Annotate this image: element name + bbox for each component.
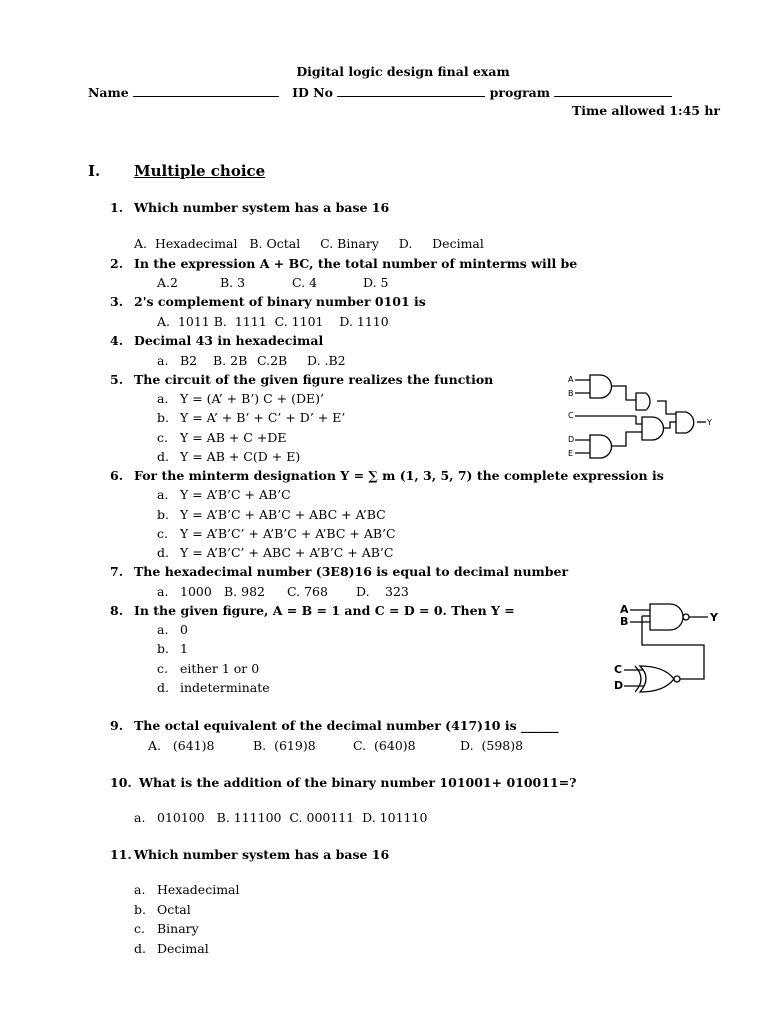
question-number: 9. xyxy=(110,718,124,733)
question-text: Decimal 43 in hexadecimal xyxy=(134,333,324,348)
option: Y = A’B’C + AB’C + ABC + A’BC xyxy=(180,507,386,522)
question-text: In the expression A + BC, the total number of minterms will be xyxy=(134,256,578,271)
id-label: ID No xyxy=(292,85,333,100)
option-letter: b. xyxy=(157,410,169,425)
option-letter: d. xyxy=(134,941,146,956)
option: A.2 xyxy=(157,275,178,290)
question-text: For the minterm designation Y = ∑ m (1, 3, 5, 7) the complete expression is xyxy=(134,468,664,483)
option: Y = A’B’C’ + ABC + A’B’C + AB’C xyxy=(180,545,394,560)
question-options: A. Hexadecimal B. Octal C. Binary D. Decimal xyxy=(134,236,484,251)
option-letter: a. xyxy=(157,353,169,368)
question-text: Which number system has a base 16 xyxy=(134,847,390,862)
question-text: What is the addition of the binary number 101001+ 010011=? xyxy=(139,775,577,790)
question-number: 10. xyxy=(110,775,132,790)
option: C. 4 xyxy=(292,275,318,290)
fig2-label-y: Y xyxy=(710,611,718,624)
question-number: 5. xyxy=(110,372,124,387)
option-letter: a. xyxy=(157,487,169,502)
option: D. xyxy=(356,584,370,599)
question-text: Which number system has a base 16 xyxy=(134,200,390,215)
question-number: 11. xyxy=(110,847,132,862)
question-number: 7. xyxy=(110,564,124,579)
question-number: 3. xyxy=(110,294,124,309)
option: C. (640)8 xyxy=(353,738,416,753)
option: B. 2B xyxy=(213,353,248,368)
fig1-label-e: E xyxy=(568,449,574,458)
option: D. (598)8 xyxy=(460,738,524,753)
logic-circuit-figure-1 xyxy=(566,372,716,472)
option-letter: c. xyxy=(157,661,168,676)
option: 323 xyxy=(385,584,409,599)
option: B. 982 xyxy=(224,584,265,599)
question-number: 1. xyxy=(110,200,124,215)
option: D. .B2 xyxy=(307,353,346,368)
section-title: Multiple choice xyxy=(134,162,266,180)
question-number: 6. xyxy=(110,468,124,483)
option: Hexadecimal xyxy=(157,882,240,897)
id-blank xyxy=(337,84,485,97)
question-number: 2. xyxy=(110,256,124,271)
option: Y = AB + C(D + E) xyxy=(180,449,301,464)
fig1-label-c: C xyxy=(568,411,574,420)
option: Y = A’B’C’ + A’B’C + A’BC + AB’C xyxy=(180,526,396,541)
exam-title: Digital logic design final exam xyxy=(296,64,510,79)
time-allowed: Time allowed 1:45 hr xyxy=(571,103,720,118)
question-text: The hexadecimal number (3E8)16 is equal to decimal number xyxy=(134,564,569,579)
question-text: The octal equivalent of the decimal number (417)10 is ______ xyxy=(134,718,559,733)
option: Y = A’ + B’ + C’ + D’ + E’ xyxy=(180,410,346,425)
option-letter: b. xyxy=(157,641,169,656)
fig1-label-a: A xyxy=(568,375,574,384)
logic-circuit-figure-2 xyxy=(612,600,732,700)
option: Octal xyxy=(157,902,191,917)
option-letter: a. xyxy=(134,810,146,825)
fig1-label-y: Y xyxy=(707,418,712,427)
program-blank xyxy=(554,84,672,97)
student-info-line xyxy=(88,84,672,100)
option: Binary xyxy=(157,921,199,936)
option: B2 xyxy=(180,353,198,368)
fig2-label-b: B xyxy=(620,615,629,628)
option-letter: a. xyxy=(157,391,169,406)
option: B. (619)8 xyxy=(253,738,316,753)
option-letter: c. xyxy=(157,430,168,445)
question-options: 010100 B. 111100 C. 000111 D. 101110 xyxy=(157,810,428,825)
option-letter: a. xyxy=(134,882,146,897)
option: 1 xyxy=(180,641,188,656)
program-label: program xyxy=(489,85,550,100)
option: 1000 xyxy=(180,584,212,599)
option-letter: b. xyxy=(134,902,146,917)
fig1-label-b: B xyxy=(568,389,574,398)
question-options: A. 1011 B. 1111 C. 1101 D. 1110 xyxy=(157,314,389,329)
option: Decimal xyxy=(157,941,209,956)
option: D. 5 xyxy=(363,275,389,290)
question-number: 8. xyxy=(110,603,124,618)
option-letter: a. xyxy=(157,584,169,599)
option: C. 768 xyxy=(287,584,328,599)
option-letter: d. xyxy=(157,545,169,560)
question-number: 4. xyxy=(110,333,124,348)
fig1-label-d: D xyxy=(568,435,575,444)
option-letter: d. xyxy=(157,680,169,695)
option: A. (641)8 xyxy=(148,738,215,753)
name-blank xyxy=(133,84,279,97)
option: Y = (A’ + B’) C + (DE)’ xyxy=(180,391,325,406)
option-letter: b. xyxy=(157,507,169,522)
fig2-label-d: D xyxy=(614,679,624,692)
option-letter: c. xyxy=(134,921,145,936)
option: C.2B xyxy=(257,353,288,368)
fig2-label-c: C xyxy=(614,663,623,676)
fig2-label-a: A xyxy=(620,603,629,616)
question-text: The circuit of the given figure realizes the function xyxy=(134,372,494,387)
name-label: Name xyxy=(88,85,129,100)
option: indeterminate xyxy=(180,680,270,695)
question-text: In the given figure, A = B = 1 and C = D = 0. Then Y = xyxy=(134,603,515,618)
option: Y = A’B’C + AB’C xyxy=(180,487,291,502)
option: 0 xyxy=(180,622,188,637)
section-number: I. xyxy=(88,162,101,180)
option: Y = AB + C +DE xyxy=(180,430,287,445)
question-text: 2's complement of binary number 0101 is xyxy=(134,294,426,309)
option: either 1 or 0 xyxy=(180,661,260,676)
option: B. 3 xyxy=(220,275,246,290)
option-letter: d. xyxy=(157,449,169,464)
option-letter: a. xyxy=(157,622,169,637)
option-letter: c. xyxy=(157,526,168,541)
